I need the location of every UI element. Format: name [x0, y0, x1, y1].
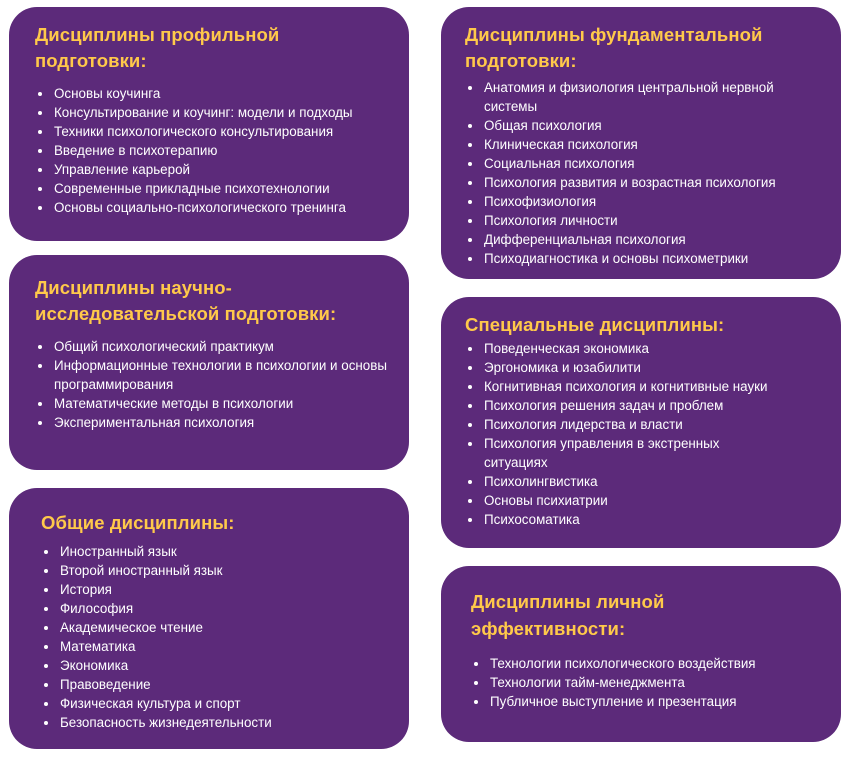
list-item: Введение в психотерапию [35, 141, 395, 160]
list-item: Основы психиатрии [465, 491, 825, 510]
discipline-list [465, 339, 825, 529]
list-item: Физическая культура и спорт [41, 694, 393, 713]
card-fundamental-disciplines [441, 7, 841, 279]
list-item: Математика [41, 637, 393, 656]
card-personal-effectiveness [441, 566, 841, 742]
list-item: Экспериментальная психология [35, 413, 393, 432]
list-item: Психофизиология [465, 192, 825, 211]
list-item: Математические методы в психологии [35, 394, 393, 413]
list-item: Консультирование и коучинг: модели и подходы [35, 103, 395, 122]
list-item: Философия [41, 599, 393, 618]
card-title: Специальные дисциплины: [465, 314, 725, 335]
list-item: Безопасность жизнедеятельности [41, 713, 393, 732]
list-item: Дифференциальная психология [465, 230, 825, 249]
list-item: Социальная психология [465, 154, 825, 173]
list-item: Психолингвистика [465, 472, 825, 491]
list-item: Психология личности [465, 211, 825, 230]
card-title: Дисциплины профильной подготовки: [35, 24, 280, 71]
list-item: История [41, 580, 393, 599]
list-item: Поведенческая экономика [465, 339, 825, 358]
list-item: Второй иностранный язык [41, 561, 393, 580]
list-item: Общий психологический практикум [35, 337, 393, 356]
card-title: Общие дисциплины: [41, 512, 235, 533]
discipline-list [465, 78, 825, 268]
list-item: Психология развития и возрастная психология [465, 173, 825, 192]
list-item: Технологии тайм-менеджмента [471, 673, 825, 692]
card-special-disciplines [441, 297, 841, 548]
list-item: Эргономика и юзабилити [465, 358, 825, 377]
list-item: Клиническая психология [465, 135, 825, 154]
list-item: Академическое чтение [41, 618, 393, 637]
list-item: Когнитивная психология и когнитивные науки [465, 377, 825, 396]
list-item: Общая психология [465, 116, 825, 135]
card-profile-disciplines [9, 7, 409, 241]
list-item: Технологии психологического воздействия [471, 654, 825, 673]
list-item: Правоведение [41, 675, 393, 694]
list-item: Информационные технологии в психологии и основы программирования [35, 356, 393, 394]
discipline-list [471, 654, 825, 711]
list-item: Психология лидерства и власти [465, 415, 825, 434]
discipline-list [35, 337, 393, 432]
list-item: Анатомия и физиология центральной нервной системы [465, 78, 825, 116]
card-title: Дисциплины фундаментальной подготовки: [465, 24, 763, 71]
list-item: Психология решения задач и проблем [465, 396, 825, 415]
list-item: Психосоматика [465, 510, 825, 529]
list-item: Психология управления в экстренных ситуациях [465, 434, 774, 472]
list-item: Основы социально-психологического тренинга [35, 198, 395, 217]
list-item: Техники психологического консультирования [35, 122, 395, 141]
list-item: Экономика [41, 656, 393, 675]
list-item: Основы коучинга [35, 84, 395, 103]
card-title: Дисциплины личной эффективности: [471, 591, 665, 639]
list-item: Современные прикладные психотехнологии [35, 179, 395, 198]
list-item: Иностранный язык [41, 542, 393, 561]
card-research-disciplines [9, 255, 409, 470]
list-item: Публичное выступление и презентация [471, 692, 825, 711]
discipline-list [41, 542, 393, 732]
card-title: Дисциплины научно-исследовательской подготовки: [35, 277, 337, 324]
card-general-disciplines [9, 488, 409, 749]
discipline-list [35, 84, 395, 217]
list-item: Психодиагностика и основы психометрики [465, 249, 825, 268]
list-item: Управление карьерой [35, 160, 395, 179]
